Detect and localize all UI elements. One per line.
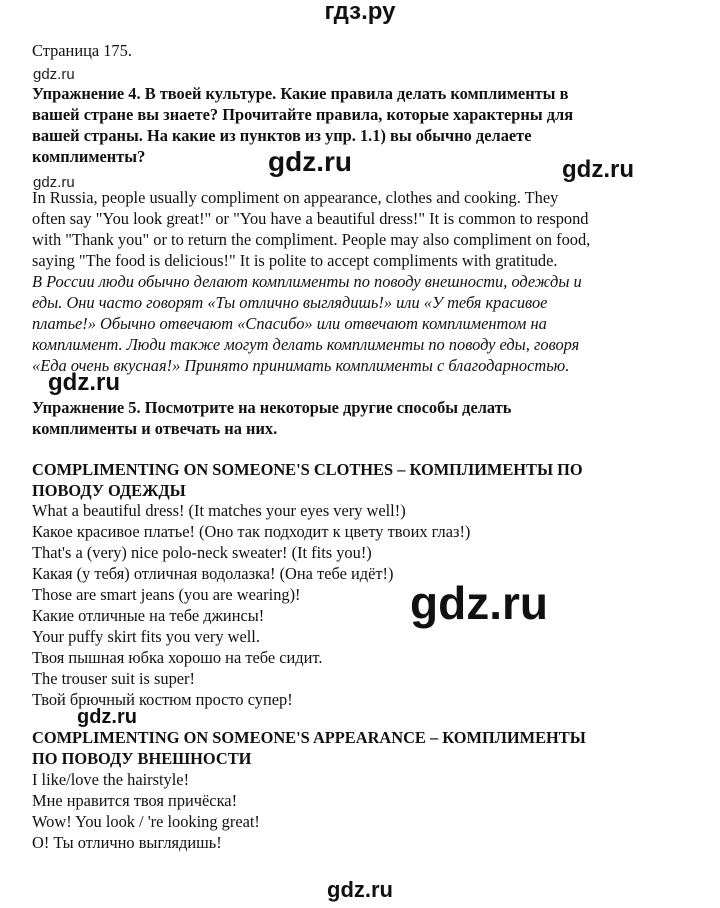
answer-english-line: often say "You look great!" or "You have a beautiful dress!" It is common to respond bbox=[32, 209, 589, 228]
exercise4-title-line: вашей стране вы знаете? Прочитайте правила, которые характерны для bbox=[32, 105, 574, 124]
watermark-medium-4: gdz.ru bbox=[77, 706, 137, 728]
answer-english-line: with "Thank you" or to return the compliment. People may also compliment on food, bbox=[32, 230, 591, 249]
exercise4-title-line: комплименты? bbox=[32, 147, 146, 166]
answer-english-line: saying "The food is delicious!" It is polite to accept compliments with gratitude. bbox=[32, 251, 558, 270]
exercise4-title-line: Упражнение 4. В твоей культуре. Какие правила делать комплименты в bbox=[32, 84, 569, 103]
answer-russian-line: В России люди обычно делают комплименты по поводу внешности, одежды и bbox=[32, 272, 582, 291]
watermark-medium-1: gdz.ru bbox=[268, 146, 352, 177]
site-watermark-bottom: gdz.ru bbox=[327, 877, 393, 902]
watermark-medium-2: gdz.ru bbox=[562, 156, 634, 183]
section-heading-clothes: COMPLIMENTING ON SOMEONE'S CLOTHES – КОМПЛИМЕНТЫ ПО bbox=[32, 460, 583, 479]
phrase-line: Those are smart jeans (you are wearing)! bbox=[32, 585, 301, 604]
answer-russian-line: комплимент. Люди также могут делать комплименты по поводу еды, говоря bbox=[32, 335, 580, 354]
watermark-medium-3: gdz.ru bbox=[48, 369, 120, 396]
phrase-line: Какие отличные на тебе джинсы! bbox=[32, 606, 265, 625]
section-heading-appearance: ПО ПОВОДУ ВНЕШНОСТИ bbox=[32, 749, 252, 768]
answer-russian-line: платье!» Обычно отвечают «Спасибо» или отвечают комплиментом на bbox=[32, 314, 547, 333]
phrase-line: Какое красивое платье! (Оно так подходит к цвету твоих глаз!) bbox=[32, 522, 471, 541]
page-label: Страница 175. bbox=[32, 41, 132, 60]
phrase-line: That's a (very) nice polo-neck sweater! (It fits you!) bbox=[32, 543, 372, 562]
exercise5-title-line: комплименты и отвечать на них. bbox=[32, 419, 278, 438]
phrase-line: The trouser suit is super! bbox=[32, 669, 195, 688]
phrase-line: I like/love the hairstyle! bbox=[32, 770, 190, 789]
phrase-line: О! Ты отлично выглядишь! bbox=[32, 833, 222, 852]
watermark-small-2: gdz.ru bbox=[33, 174, 75, 191]
answer-russian-line: «Еда очень вкусная!» Принято принимать комплименты с благодарностью. bbox=[32, 356, 570, 375]
phrase-line: Какая (у тебя) отличная водолазка! (Она тебе идёт!) bbox=[32, 564, 394, 583]
section-heading-clothes: ПОВОДУ ОДЕЖДЫ bbox=[32, 481, 186, 500]
phrase-line: Мне нравится твоя причёска! bbox=[32, 791, 238, 810]
answer-english-line: In Russia, people usually compliment on appearance, clothes and cooking. They bbox=[32, 188, 559, 207]
answer-russian-line: еды. Они часто говорят «Ты отлично выглядишь!» или «У тебя красивое bbox=[32, 293, 548, 312]
phrase-line: Твой брючный костюм просто супер! bbox=[32, 690, 293, 709]
phrase-line: Твоя пышная юбка хорошо на тебе сидит. bbox=[32, 648, 323, 667]
watermark-small-1: gdz.ru bbox=[33, 66, 75, 83]
watermark-large: gdz.ru bbox=[410, 577, 548, 629]
phrase-line: What a beautiful dress! (It matches your eyes very well!) bbox=[32, 501, 406, 520]
exercise4-title-line: вашей страны. На какие из пунктов из упр. 1.1) вы обычно делаете bbox=[32, 126, 532, 145]
phrase-line: Your puffy skirt fits you very well. bbox=[32, 627, 260, 646]
section-heading-appearance: COMPLIMENTING ON SOMEONE'S APPEARANCE – КОМПЛИМЕНТЫ bbox=[32, 728, 586, 747]
exercise5-title-line: Упражнение 5. Посмотрите на некоторые другие способы делать bbox=[32, 398, 512, 417]
site-watermark-top: гдз.ру bbox=[324, 0, 396, 25]
phrase-line: Wow! You look / 're looking great! bbox=[32, 812, 260, 831]
